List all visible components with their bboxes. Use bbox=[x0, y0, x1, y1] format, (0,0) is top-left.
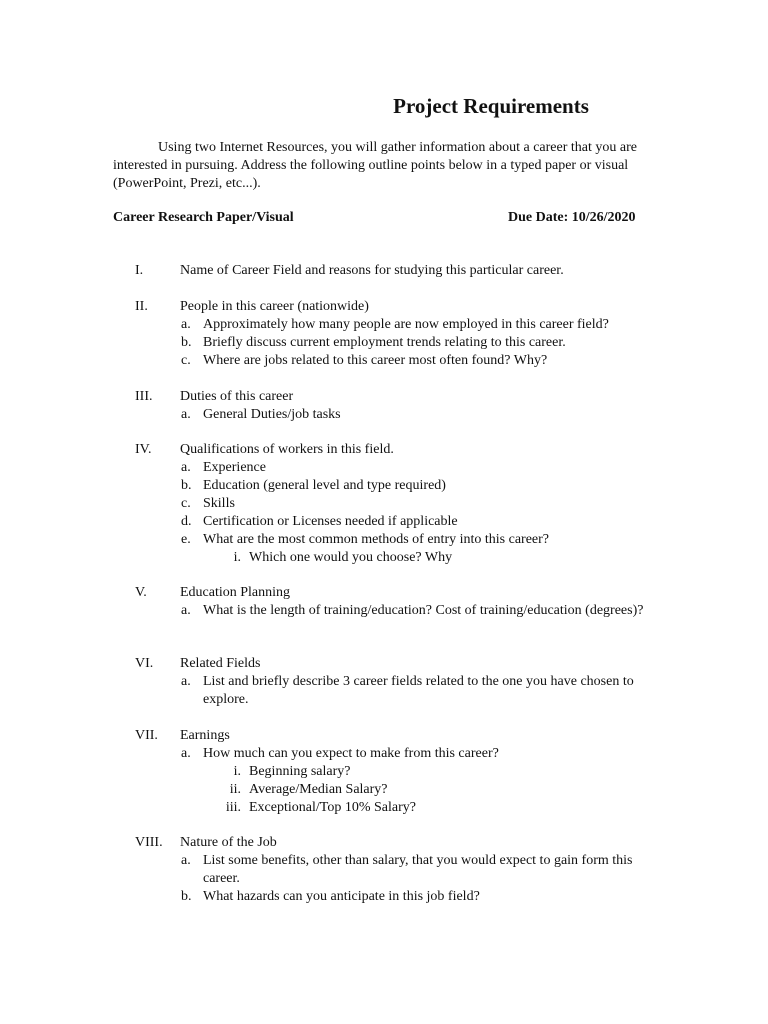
subitem-text: Certification or Licenses needed if applicable bbox=[203, 514, 458, 529]
subitem-letter: a. bbox=[181, 407, 191, 422]
subitem-text: Skills bbox=[203, 496, 235, 511]
section-heading: Qualifications of workers in this field. bbox=[180, 442, 394, 457]
outline-subitem bbox=[0, 852, 768, 888]
section-heading: Duties of this career bbox=[180, 389, 294, 404]
outline-subitem bbox=[0, 459, 768, 477]
subitem-letter: c. bbox=[181, 353, 191, 368]
subitem-letter: c. bbox=[181, 496, 191, 511]
subitem-text: List some benefits, other than salary, that you would expect to gain form this career. bbox=[203, 853, 633, 886]
subitem-text: List and briefly describe 3 career fields related to the one you have chosen to explore. bbox=[203, 674, 634, 707]
subsubitem-numeral: iii. bbox=[225, 800, 241, 815]
subitem-text: Approximately how many people are now employed in this career field? bbox=[203, 317, 609, 332]
subitem-text: Briefly discuss current employment trends relating to this career. bbox=[203, 335, 566, 350]
outline-subitem bbox=[0, 531, 768, 549]
subsubitem-numeral: ii. bbox=[229, 782, 241, 797]
outline-subsubitem bbox=[0, 549, 768, 567]
outline-subitem bbox=[0, 745, 768, 763]
subitem-text: Experience bbox=[203, 460, 266, 475]
subitem-letter: a. bbox=[181, 853, 191, 868]
subsubitem-text: Average/Median Salary? bbox=[249, 782, 388, 797]
section-numeral: VIII. bbox=[135, 835, 163, 850]
outline-subitem bbox=[0, 334, 768, 352]
section-heading: Name of Career Field and reasons for studying this particular career. bbox=[180, 263, 564, 278]
subsubitem-text: Which one would you choose? Why bbox=[249, 550, 453, 565]
section-numeral: I. bbox=[135, 263, 144, 278]
outline-subitem bbox=[0, 888, 768, 906]
subsubitem-text: Beginning salary? bbox=[249, 764, 351, 779]
section-numeral: II. bbox=[135, 299, 148, 314]
subsubitem-numeral: i. bbox=[233, 764, 241, 779]
subsubitem-text: Exceptional/Top 10% Salary? bbox=[249, 800, 416, 815]
subitem-letter: b. bbox=[181, 478, 192, 493]
section-heading: People in this career (nationwide) bbox=[180, 299, 369, 314]
outline-subsubitem bbox=[0, 781, 768, 799]
outline-subitem bbox=[0, 352, 768, 370]
outline-subitem bbox=[0, 495, 768, 513]
page-title: Project Requirements bbox=[393, 94, 589, 118]
subitem-text: What is the length of training/education? Cost of training/education (degrees)? bbox=[203, 603, 644, 618]
assignment-name: Career Research Paper/Visual bbox=[113, 210, 294, 225]
outline-subsubitem bbox=[0, 799, 768, 817]
outline-subitem bbox=[0, 477, 768, 495]
subitem-letter: b. bbox=[181, 889, 192, 904]
subitem-text: Education (general level and type required) bbox=[203, 478, 446, 493]
subitem-letter: a. bbox=[181, 746, 191, 761]
subitem-letter: a. bbox=[181, 317, 191, 332]
section-heading: Related Fields bbox=[180, 656, 261, 671]
subitem-text: What are the most common methods of entry into this career? bbox=[203, 532, 550, 547]
subitem-text: How much can you expect to make from this career? bbox=[203, 746, 499, 761]
subitem-text: General Duties/job tasks bbox=[203, 407, 341, 422]
subitem-letter: d. bbox=[181, 514, 192, 529]
subitem-text: Where are jobs related to this career most often found? Why? bbox=[203, 353, 548, 368]
subsubitem-numeral: i. bbox=[233, 550, 241, 565]
outline-subitem bbox=[0, 316, 768, 334]
section-numeral: VII. bbox=[135, 728, 158, 743]
subitem-text: What hazards can you anticipate in this job field? bbox=[203, 889, 480, 904]
section-heading: Nature of the Job bbox=[180, 835, 277, 850]
outline-subitem bbox=[0, 602, 768, 638]
section-numeral: III. bbox=[135, 389, 153, 404]
subitem-letter: e. bbox=[181, 532, 191, 547]
intro-paragraph: Using two Internet Resources, you will gather information about a career that you are interested in pursuing. Address the following outline points below in a typed paper or visual (PowerPoint, Prezi, etc...). bbox=[113, 140, 637, 191]
due-date: Due Date: 10/26/2020 bbox=[508, 210, 636, 225]
subitem-letter: a. bbox=[181, 603, 191, 618]
section-numeral: V. bbox=[135, 585, 147, 600]
section-numeral: VI. bbox=[135, 656, 154, 671]
subitem-letter: b. bbox=[181, 335, 192, 350]
subitem-letter: a. bbox=[181, 460, 191, 475]
outline-subsubitem bbox=[0, 763, 768, 781]
section-heading: Education Planning bbox=[180, 585, 291, 600]
section-heading: Earnings bbox=[180, 728, 230, 743]
outline-subitem bbox=[0, 513, 768, 531]
section-numeral: IV. bbox=[135, 442, 152, 457]
outline-subitem bbox=[0, 406, 768, 424]
subitem-letter: a. bbox=[181, 674, 191, 689]
outline-subitem bbox=[0, 673, 768, 709]
